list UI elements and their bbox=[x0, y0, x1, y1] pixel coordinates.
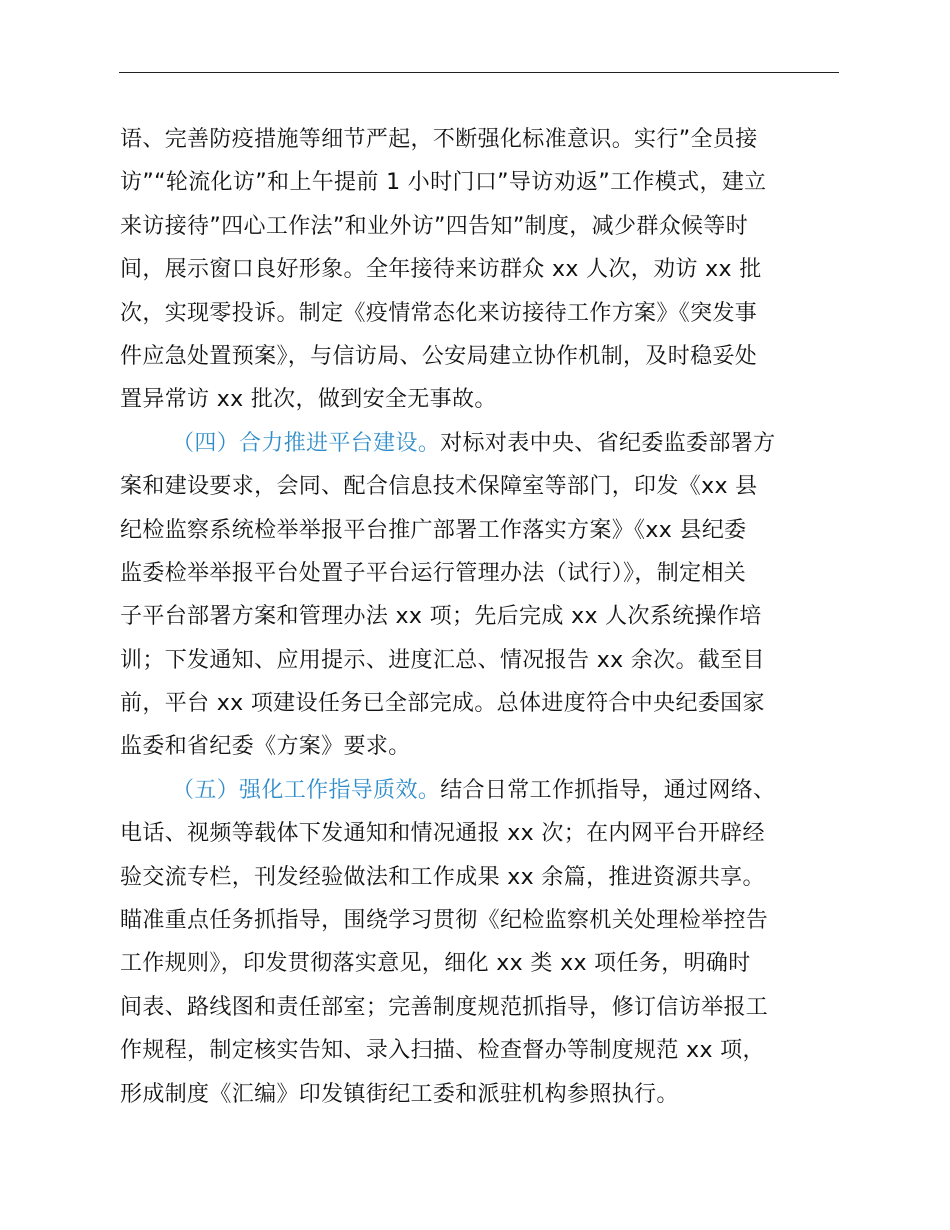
paragraph-line: 监委检举举报平台处置子平台运行管理办法（试行）》，制定相关 bbox=[120, 560, 747, 586]
paragraph-line: 作规程，制定核实告知、录入扫描、检查督办等制度规范 xx 项， bbox=[120, 1038, 765, 1064]
paragraph-first-line bbox=[120, 769, 842, 812]
paragraph-text: 对标对表中央、省纪委监委部署方 bbox=[440, 430, 776, 456]
paragraph-prevention-work bbox=[120, 118, 842, 422]
section-work-guidance bbox=[120, 769, 842, 1116]
paragraph-line: 案和建设要求，会同、配合信息技术保障室等部门，印发《xx 县 bbox=[120, 474, 758, 500]
paragraph-line: 监委和省纪委《方案》要求。 bbox=[120, 734, 411, 760]
paragraph-line: 纪检监察系统检举举报平台推广部署工作落实方案》《xx 县纪委 bbox=[120, 517, 747, 543]
paragraph-text: 结合日常工作抓指导，通过网络、 bbox=[440, 777, 776, 803]
paragraph-line: 件应急处置预案》，与信访局、公安局建立协作机制，及时稳妥处 bbox=[120, 343, 758, 369]
paragraph-line: 访”“轮流化访”和上午提前 1 小时门口”导访劝返”工作模式，建立 bbox=[120, 170, 767, 196]
header-rule bbox=[119, 72, 839, 73]
paragraph-line: 来访接待”四心工作法”和业外访”四告知”制度，减少群众候等时 bbox=[120, 213, 749, 239]
section-platform-construction bbox=[120, 422, 842, 769]
paragraph-line: 训；下发通知、应用提示、进度汇总、情况报告 xx 余次。截至目 bbox=[120, 647, 765, 673]
paragraph-line: 次，实现零投诉。制定《疫情常态化来访接待工作方案》《突发事 bbox=[120, 300, 758, 326]
paragraph-line: 验交流专栏，刊发经验做法和工作成果 xx 余篇，推进资源共享。 bbox=[120, 864, 765, 890]
section-heading: （四）合力推进平台建设。 bbox=[172, 430, 441, 456]
paragraph-line: 形成制度《汇编》印发镇街纪工委和派驻机构参照执行。 bbox=[120, 1081, 679, 1107]
document-body bbox=[120, 118, 842, 1116]
paragraph-line: 置异常访 xx 批次，做到安全无事故。 bbox=[120, 387, 497, 413]
paragraph-line: 语、完善防疫措施等细节严起，不断强化标准意识。实行”全员接 bbox=[120, 127, 758, 152]
paragraph-line: 间，展示窗口良好形象。全年接待来访群众 xx 人次，劝访 xx 批 bbox=[120, 257, 762, 283]
paragraph-first-line bbox=[120, 422, 842, 465]
paragraph-line: 前，平台 xx 项建设任务已全部完成。总体进度符合中央纪委国家 bbox=[120, 691, 765, 717]
paragraph-line: 间表、路线图和责任部室；完善制度规范抓指导，修订信访举报工 bbox=[120, 994, 769, 1020]
paragraph-line: 子平台部署方案和管理办法 xx 项；先后完成 xx 人次系统操作培 bbox=[120, 604, 762, 630]
paragraph-line: 工作规则》，印发贯彻落实意见，细化 xx 类 xx 项任务，明确时 bbox=[120, 951, 751, 977]
section-heading: （五）强化工作指导质效。 bbox=[172, 777, 441, 803]
paragraph-line: 瞄准重点任务抓指导，围绕学习贯彻《纪检监察机关处理检举控告 bbox=[120, 908, 769, 934]
paragraph-line: 电话、视频等载体下发通知和情况通报 xx 次；在内网平台开辟经 bbox=[120, 821, 765, 847]
